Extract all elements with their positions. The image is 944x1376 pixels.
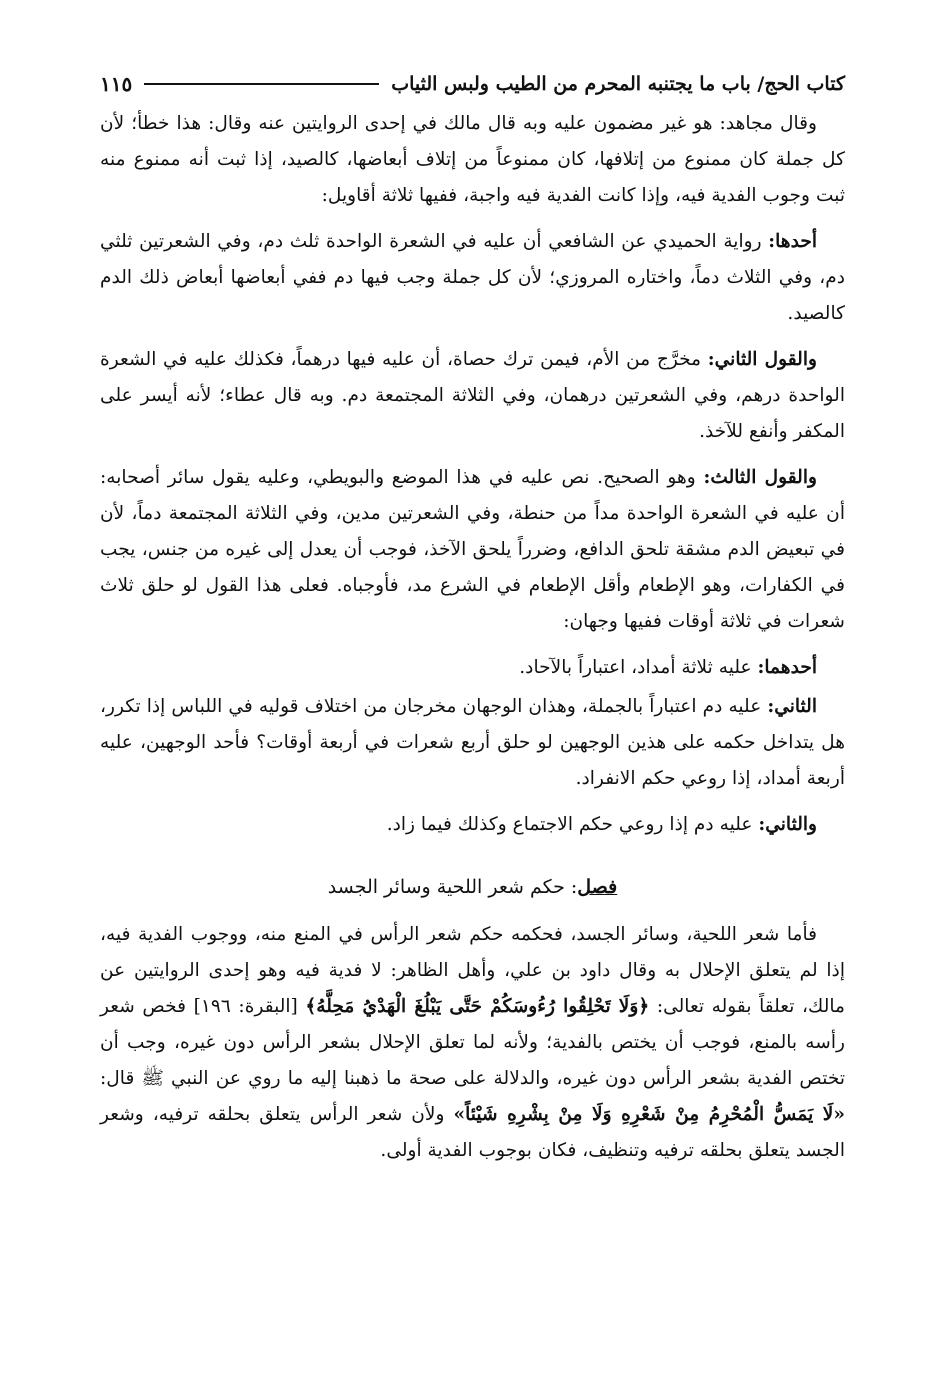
paragraph-beard-hair — [100, 917, 845, 1169]
paragraph-text: مخرَّج من الأم، فيمن ترك حصاة، أن عليه فيها درهماً، فكذلك عليه في الشعرة الواحدة درهم، وفي الشعرتين درهمان، وفي الثلاثة المجتمعة دم. وبه قال عطاء؛ لأنه أيسر على المكفر وأنفع للآخذ. — [100, 349, 845, 442]
paragraph-text: عليه دم اعتباراً بالجملة، وهذان الوجهان مخرجان من اختلاف قوليه في اللباس إذا تكرر، هل يتداخل حكمه على هذين الوجهين لو حلق أربع شعرات في أربعة أوقات؟ فأحد الوجهين، عليه أربعة أمداد، إذا روعي حكم الانفراد. — [100, 696, 845, 789]
section-title-text: : حكم شعر اللحية وسائر الجسد — [327, 876, 578, 898]
section-heading — [100, 869, 845, 905]
paragraph-text: فأما شعر اللحية، وسائر الجسد، فحكمه حكم شعر الرأس في المنع منه، ووجوب الفدية فيه، إذا لم يتعلق الإحلال به وقال داود بن علي، وأهل الظاهر: لا فدية فيه وهو إحدى الروايتين عن مالك، تعلقاً بقوله تعالى: — [100, 924, 845, 1017]
paragraph-second-opinion — [100, 342, 845, 450]
paragraph-text: عليه دم إذا روعي حكم الاجتماع وكذلك فيما زاد. — [386, 814, 759, 835]
paragraph-lead: أحدهما: — [757, 657, 817, 678]
paragraph-text: وقال مجاهد: هو غير مضمون عليه وبه قال مالك في إحدى الروايتين عنه وقال: هذا خطأ؛ لأن كل جملة كان ممنوع من إتلافها، كان ممنوعاً من إتلاف أبعاضها، كالصيد، إذا ثبت أنه ممنوع منه ثبت وجوب الفدية فيه، وإذا كانت الفدية فيه واجبة، ففيها ثلاثة أقاويل: — [100, 113, 845, 206]
book-page — [100, 62, 845, 1179]
header-rule — [144, 83, 379, 85]
paragraph-first-opinion — [100, 224, 845, 332]
paragraph-other-aspect — [100, 807, 845, 843]
paragraph-lead: والثاني: — [758, 814, 817, 835]
paragraph-first-aspect — [100, 650, 845, 686]
paragraph-mujahid — [100, 106, 845, 214]
paragraph-text: ولأن شعر الرأس يتعلق بحلقه ترفيه، وشعر الجسد يتعلق بحلقه ترفيه وتنظيف، فكان بوجوب الفدية أولى. — [100, 1104, 845, 1161]
paragraph-text: رواية الحميدي عن الشافعي أن عليه في الشعرة الواحدة ثلث دم، وفي الشعرتين ثلثي دم، وفي الثلاث دماً، واختاره المروزي؛ لأن كل جملة وجب فيها دم ففي أبعاضها أبعاض ذلك الدم كالصيد. — [100, 231, 845, 324]
paragraph-second-aspect — [100, 689, 845, 797]
section-lead: فصل — [577, 876, 618, 898]
paragraph-lead: والقول الثالث: — [703, 467, 817, 488]
running-header — [100, 62, 845, 106]
paragraph-lead: أحدها: — [768, 231, 817, 252]
paragraph-text: وهو الصحيح. نص عليه في هذا الموضع والبويطي، وعليه يقول سائر أصحابه: أن عليه في الشعرة الواحدة مداً من حنطة، وفي الشعرتين مدين، وفي الثلاثة المجتمعة دماً، لأن في تبعيض الدم مشقة تلحق الدافع، وضرراً يلحق الآخذ، فوجب أن يعدل إلى غيره من جنس، يجب في الكفارات، وهو الإطعام وأقل الإطعام في الشرع مد، فأوجباه. فعلى هذا القول لو حلق ثلاث شعرات في ثلاثة أوقات ففيها وجهان: — [100, 467, 845, 632]
paragraph-text: عليه ثلاثة أمداد، اعتباراً بالآحاد. — [519, 657, 758, 678]
paragraph-lead: والقول الثاني: — [707, 349, 817, 370]
paragraph-lead: الثاني: — [767, 696, 817, 717]
page-number: ١١٥ — [100, 72, 133, 96]
paragraph-text: [البقرة: ١٩٦] فخص شعر رأسه بالمنع، فوجب أن يختص بالفدية؛ ولأنه لما تعلق الإحلال بشعر الرأس دون غيره، وجب أن تختص الفدية بشعر الرأس دون غيره، والدلالة على صحة ما ذهبنا إليه ما روي عن النبي ﷺ قال: — [100, 996, 845, 1089]
paragraph-third-opinion — [100, 460, 845, 640]
hadith-quote: «لَا يَمَسُّ الْمُحْرِمُ مِنْ شَعْرِهِ وَلَا مِنْ بِشْرِهِ شَيْئاً» — [453, 1104, 845, 1125]
header-title: كتاب الحج/ باب ما يجتنبه المحرم من الطيب ولبس الثياب — [391, 73, 845, 95]
quran-verse: ﴿وَلَا تَحْلِقُوا رُءُوسَكُمْ حَتَّى يَبْلُغَ الْهَدْيُ مَحِلَّهُ﴾ — [305, 996, 650, 1017]
